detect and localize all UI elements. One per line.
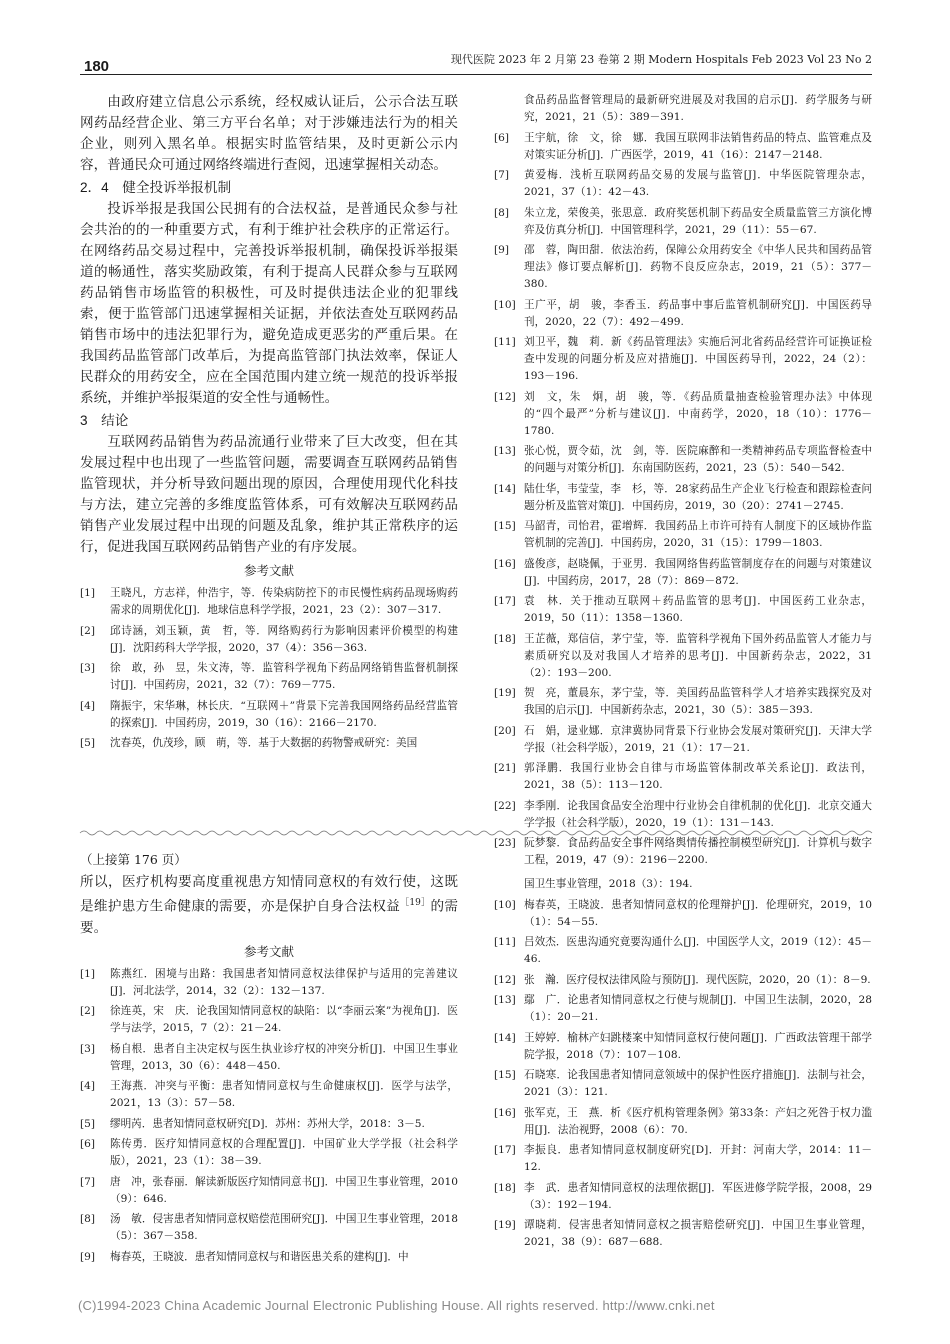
reference-number: [4] <box>80 1080 96 1093</box>
reference-item <box>494 992 872 1026</box>
reference-item <box>80 1041 458 1075</box>
reference-number: [5] <box>80 737 96 749</box>
reference-item <box>80 585 458 619</box>
reference-number: [17] <box>494 595 516 607</box>
reference-item <box>494 389 872 440</box>
reference-number: [13] <box>494 994 516 1006</box>
reference-number: [18] <box>494 632 516 645</box>
reference-text: 梅春英，王晓波．患者知情同意权的伦理辩护[J]．伦理研究，2019，10（1）：54－55. <box>524 898 872 928</box>
reference-number: [2] <box>80 624 96 637</box>
reference-number: [14] <box>494 1031 516 1044</box>
reference-number: [9] <box>80 1250 96 1263</box>
reference-number: [1] <box>80 967 96 980</box>
reference-number: [6] <box>80 1138 96 1151</box>
reference-number: [10] <box>494 898 516 911</box>
reference-number: [13] <box>494 445 516 457</box>
reference-number: [16] <box>494 557 516 570</box>
reference-text: 阮梦黎．食品药品安全事件网络舆情传播控制模型研究[J]．计算机与数字工程，2019，47（9）：2196－2200. <box>524 837 872 866</box>
reference-list <box>494 897 872 1252</box>
reference-text: 吕效杰．医患沟通究竟要沟通什么[J]．中国医学人文，2019（12）：45－46. <box>524 936 872 965</box>
reference-text: 张 瀚．医疗侵权法律风险与预防[J]．现代医院，2020，20（1）：8－9. <box>524 973 871 986</box>
wavy-divider-icon <box>80 828 872 838</box>
reference-list <box>80 966 458 1266</box>
reference-number: [7] <box>80 1175 96 1188</box>
reference-item <box>80 1078 458 1112</box>
reference-text: 郭泽鹏．我国行业协会自律与市场监管体制改革关系论[J]．政法刊，2021，38（5）：113－120. <box>524 762 872 791</box>
reference-item <box>494 685 872 719</box>
section-heading-3: 3 结论 <box>80 413 129 428</box>
reference-number: [15] <box>494 1069 516 1081</box>
reference-text: 唐 冲，张春丽．解读新版医疗知情同意书[J]．中国卫生事业管理，2010（9）：646. <box>110 1175 458 1205</box>
reference-text: 刘卫平，魏 莉．新《药品管理法》实施后河北省药品经营许可证换证检查中发现的问题分析及应对措施[J]．中国医药导刊，2022，24（2）：193－196. <box>524 336 872 382</box>
reference-item <box>80 1211 458 1245</box>
reference-item <box>494 242 872 293</box>
reference-item <box>80 1003 458 1037</box>
reference-item <box>494 518 872 552</box>
reference-number: [21] <box>494 762 516 774</box>
reference-list <box>80 585 458 752</box>
reference-text: 袁 林．关于推动互联网＋药品监管的思考[J]．中国医药工业杂志，2019，50（11）：1358－1360. <box>524 595 872 624</box>
top-right-column <box>494 92 872 866</box>
header-rule <box>80 74 872 75</box>
reference-text: 徐连英，宋 庆．论我国知情同意权的缺陷：以“李丽云案”为视角[J]．医学与法学，2015，7（2）：21－24. <box>110 1005 458 1035</box>
reference-text: 邵 蓉，陶田甜．依法治药，保障公众用药安全《中华人民共和国药品管理法》修订要点解析[J]．药物不良反应杂志，2019，21（5）：377－380. <box>524 244 872 290</box>
reference-item <box>494 334 872 385</box>
reference-text: 王宇航，徐 文，徐 娜．我国互联网非法销售药品的特点、监管难点及对策实证分析[J]．广西医学，2019，41（16）：2147－2148. <box>524 131 872 161</box>
reference-text: 王芷薇，郑信信，茅宁莹，等．监管科学视角下国外药品监管人才能力与素质研究以及对我国人才培养的思考[J]．中国新药杂志，2022，31（2）：193－200. <box>524 632 872 679</box>
bottom-paragraph <box>80 872 458 939</box>
reference-item <box>494 1067 872 1101</box>
reference-item <box>494 1105 872 1139</box>
reference-number: [15] <box>494 520 516 532</box>
reference-number: [3] <box>80 1042 96 1055</box>
reference-text: 王婷婷．榆林产妇跳楼案中知情同意权行使问题[J]．广西政法管理干部学院学报，2018（7）：107－108. <box>524 1031 872 1061</box>
reference-item <box>494 798 872 832</box>
continued-from-label: （上接第 176 页） <box>80 852 187 867</box>
citation-marker: ［19］ <box>400 898 431 908</box>
reference-item <box>494 835 872 869</box>
reference-number: [3] <box>80 662 96 674</box>
reference-item <box>494 1180 872 1214</box>
reference-text: 石 娟，逯业娜．京津冀协同背景下行业协会发展对策研究[J]．天津大学学报（社会科学版），2019，21（1）：17－21. <box>524 724 872 754</box>
reference-text: 陈燕红．困境与出路：我国患者知情同意权法律保护与适用的完善建议[J]．河北法学，2014，32（2）：132－137. <box>110 967 458 997</box>
reference-text: 汤 敏．侵害患者知情同意权赔偿范围研究[J]．中国卫生事业管理，2018（5）：367－358. <box>110 1213 458 1243</box>
reference-item <box>80 1116 458 1133</box>
top-left-column <box>80 92 458 812</box>
reference-number: [16] <box>494 1106 516 1119</box>
reference-number: [7] <box>494 169 510 181</box>
reference-item <box>494 631 872 682</box>
reference-text: 隋振宇，宋华琳，林长庆．“互联网＋”背景下完善我国网络药品经营监管的探索[J]．中国药房，2019，30（16）：2166－2170. <box>110 699 458 729</box>
reference-item <box>80 735 458 752</box>
bottom-right-column <box>494 876 872 1266</box>
reference-number: [9] <box>494 244 510 256</box>
reference-number: [8] <box>80 1213 96 1226</box>
paragraph-2-4: 投诉举报是我国公民拥有的合法权益，是普通民众参与社会共治的的一种重要方式，有利于维护社会秩序的正常运行。在网络药品交易过程中，完善投诉举报机制，确保投诉举报渠道的畅通性，落实奖励政策，有利于提高人民群众参与互联网药品销售市场监管的积极性，可及时提供违法企业的犯罪线索，便于监管部门迅速掌握相关证据，并依法查处互联网药品销售市场中的违法犯罪行为，避免造成更恶劣的严重后果。在我国药品监管部门改革后，为提高监管部门执法效率，保证人民群众的用药安全，应在全国范围内建立统一规范的投诉举报系统，并维护举报渠道的安全性与通畅性。 <box>80 201 458 406</box>
reference-number: [17] <box>494 1144 516 1156</box>
reference-text: 李 武．患者知情同意权的法理依据[J]．军医进修学院学报，2008，29（3）：192－194. <box>524 1181 872 1211</box>
reference-text: 徐 敢，孙 昱，朱文涛，等．监管科学视角下药品网络销售监督机制探讨[J]．中国药房，2021，32（7）：769－775. <box>110 662 458 691</box>
paragraph-3: 互联网药品销售为药品流通行业带来了巨大改变，但在其发展过程中也出现了一些监管问题，需要调查互联网药品销售监管现状，并分析导致问题出现的原因，合理使用现代化科技与方法，建立完善的多维度监管体系，可有效解决互联网药品销售产业发展过程中出现的问题及乱象，维护其正常秩序的运行，促进我国互联网药品销售产业的有序发展。 <box>80 434 458 555</box>
page-number: 180 <box>84 58 110 75</box>
section-divider <box>80 828 872 838</box>
references-title: 参考文献 <box>243 944 294 959</box>
reference-text: 李季刚．论我国食品安全治理中行业协会自律机制的优化[J]．北京交通大学学报（社会科学版），2020，19（1）：131－143. <box>524 799 872 829</box>
bottom-paragraph-end: 的需要。 <box>80 898 459 936</box>
reference-item <box>494 972 872 989</box>
reference-text: 张军克，王 燕．析《医疗机构管理条例》第33条：产妇之死咎于权力滥用[J]．法治视野，2008（6）：70. <box>524 1106 872 1136</box>
reference-number: [12] <box>494 390 516 403</box>
reference-text: 王广平，胡 骏，李香玉．药品事中事后监管机制研究[J]．中国医药导刊，2020，22（7）：492－499. <box>524 298 872 328</box>
reference-item <box>80 623 458 657</box>
reference-item <box>494 897 872 931</box>
copyright-footer: (C)1994-2023 China Academic Journal Electronic Publishing House. All rights reserved. http://www.cnki.net <box>78 1298 715 1313</box>
reference-item <box>494 481 872 515</box>
reference-item <box>494 1217 872 1251</box>
reference-item <box>494 760 872 794</box>
reference-item <box>80 660 458 694</box>
reference-text: 朱立龙，荣俊美，张思意．政府奖惩机制下药品安全质量监管三方演化博弈及仿真分析[J]．中国管理科学，2021，29（11）：55－67. <box>524 206 872 236</box>
reference-text: 刘 文，朱 炯，胡 骏，等．《药品质量抽查检验管理办法》中体现的“四个最严”分析与建议[J]．中南药学，2020，18（10）：1776－1780. <box>524 390 872 437</box>
intro-paragraph: 由政府建立信息公示系统，经权威认证后，公示合法互联网药品经营企业、第三方平台名单；对于涉嫌违法行为的相关企业，则列入黑名单。根据实时监管结果，及时更新公示内容，普通民众可通过网络终端进行查阅，迅速掌握相关动态。 <box>80 94 458 173</box>
reference-item <box>494 167 872 201</box>
reference-text: 盛俊彦，赵晓佩，于亚男．我国网络售药监管制度存在的问题与对策建议[J]．中国药房，2017，28（7）：869－872. <box>524 557 872 587</box>
reference-number: [11] <box>494 936 516 948</box>
reference-number: [12] <box>494 973 516 986</box>
reference-text: 马韶青，司怡君，霍增辉．我国药品上市许可持有人制度下的区域协作监管机制的完善[J]．中国药房，2020，31（15）：1799－1803. <box>524 520 872 549</box>
reference-item <box>494 297 872 331</box>
reference-text: 谭晓莉．侵害患者知情同意权之损害赔偿研究[J]．中国卫生事业管理，2021，38（9）：687－688. <box>524 1219 872 1248</box>
reference-item <box>80 698 458 732</box>
reference-item <box>494 934 872 968</box>
reference-text: 王海燕．冲突与平衡：患者知情同意权与生命健康权[J]．医学与法学，2021，13（3）：57－58. <box>110 1080 458 1110</box>
reference-number: [18] <box>494 1181 516 1194</box>
reference-text: 杨自根．患者自主决定权与医生执业诊疗权的冲突分析[J]．中国卫生事业管理，2013，30（6）：448－450. <box>110 1042 458 1072</box>
reference-item <box>494 130 872 164</box>
reference-text: 缪明芮．患者知情同意权研究[D]．苏州：苏州大学，2018：3－5. <box>110 1117 425 1130</box>
reference-text: 沈春英，仇茂珍，顾 萌，等．基于大数据的药物警戒研究：美国 <box>110 737 418 749</box>
reference-number: [4] <box>80 699 96 712</box>
reference-number: [11] <box>494 336 516 348</box>
reference-number: [1] <box>80 587 96 599</box>
reference-number: [20] <box>494 724 516 737</box>
bottom-left-column <box>80 850 458 1265</box>
reference-text: 梅春英，王晓波．患者知情同意权与和谐医患关系的建构[J]．中 <box>110 1250 409 1263</box>
reference-continuation: 国卫生事业管理，2018（3）：194. <box>524 878 693 890</box>
reference-number: [5] <box>80 1117 96 1130</box>
reference-item <box>494 723 872 757</box>
reference-item <box>494 205 872 239</box>
reference-text: 王晓凡，方志祥，仲浩宇，等．传染病防控下的市民慢性病药品现场购药需求的周期优化[J]．地球信息科学学报，2021，23（2）：307－317. <box>110 587 458 616</box>
reference-number: [8] <box>494 206 510 219</box>
reference-continuation: 食品药品监督管理局的最新研究进展及对我国的启示[J]．药学服务与研究，2021，21（5）：389－391. <box>524 94 872 123</box>
reference-number: [10] <box>494 298 516 311</box>
reference-number: [2] <box>80 1005 96 1018</box>
reference-text: 鄢 广．论患者知情同意权之行使与规制[J]．中国卫生法制，2020，28（1）：20－21. <box>524 994 872 1023</box>
reference-item <box>494 556 872 590</box>
reference-number: [14] <box>494 482 516 495</box>
reference-text: 邱诗涵，刘玉颖，黄 哲，等．网络购药行为影响因素评价模型的构建[J]．沈阳药科大学学报，2020，37（4）：356－363. <box>110 624 458 654</box>
reference-text: 陈传勇．医疗知情同意权的合理配置[J]．中国矿业大学学报（社会科学版），2021，23（1）：38－39. <box>110 1138 458 1168</box>
reference-text: 李振良．患者知情同意权制度研究[D]．开封：河南大学，2014：11－12. <box>524 1144 872 1173</box>
running-head: 现代医院 2023 年 2 月第 23 卷第 2 期 Modern Hospitals Feb 2023 Vol 23 No 2 <box>450 53 872 66</box>
reference-item <box>80 1249 458 1266</box>
references-title: 参考文献 <box>243 564 294 578</box>
reference-number: [22] <box>494 799 516 812</box>
reference-number: [23] <box>494 837 516 849</box>
reference-item <box>80 1174 458 1208</box>
reference-item <box>80 966 458 1000</box>
reference-item <box>494 593 872 627</box>
reference-item <box>494 443 872 477</box>
reference-item <box>80 1136 458 1170</box>
reference-text: 石晓寒．论我国患者知情同意领域中的保护性医疗措施[J]．法制与社会，2021（3）：121. <box>524 1069 872 1098</box>
reference-number: [19] <box>494 687 516 699</box>
reference-text: 贺 亮，董晨东，茅宁莹，等．美国药品监管科学人才培养实践探究及对我国的启示[J]．中国新药杂志，2021，30（5）：385－393. <box>524 687 872 716</box>
reference-item <box>494 1142 872 1176</box>
reference-text: 陆仕华，韦莹莹，李 杉，等．28家药品生产企业飞行检查和跟踪检查问题分析及监管对策[J]．中国药房，2019，30（20）：2741－2745. <box>524 482 872 512</box>
reference-text: 张心悦，贾令茹，沈 剑，等．医院麻醉和一类精神药品专项监督检查中的问题与对策分析[J]．东南国防医药，2021，23（5）：540－542. <box>524 445 872 474</box>
section-heading-2-4: 2．4 健全投诉举报机制 <box>80 180 232 195</box>
reference-item <box>494 1030 872 1064</box>
reference-number: [6] <box>494 131 510 144</box>
reference-list <box>494 130 872 870</box>
reference-number: [19] <box>494 1219 516 1231</box>
reference-text: 黄爱梅．浅析互联网药品交易的发展与监管[J]．中华医院管理杂志，2021，37（1）：42－43. <box>524 169 872 198</box>
bottom-paragraph-text: 所以，医疗机构要高度重视患方知情同意权的有效行使，这既是维护患方生命健康的需要，亦是保护自身合法权益 <box>80 874 458 915</box>
